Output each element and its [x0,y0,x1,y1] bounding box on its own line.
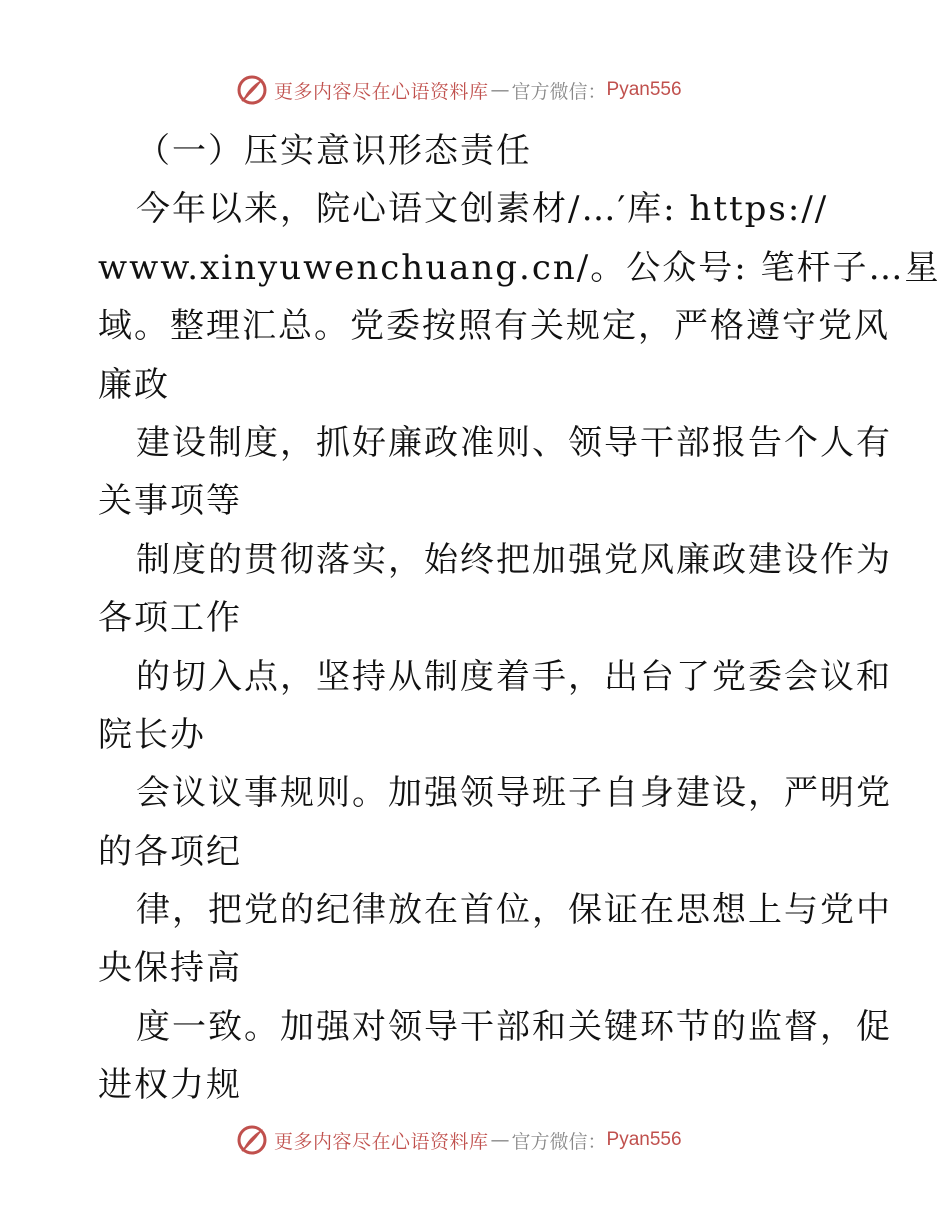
paragraph-line: 建设制度，抓好廉政准则、领导干部报告个人有 [136,422,892,463]
paragraph-line: 关事项等 [98,481,242,522]
watermark-separator: — [490,79,510,101]
header-watermark [236,72,756,108]
paragraph-line: 制度的贯彻落实，始终把加强党风廉政建设作为 [136,539,892,580]
watermark-text: 更多内容尽在心语资料库 [274,1130,489,1153]
paragraph-line: 律，把党的纪律放在首位，保证在思想上与党中 [136,890,892,931]
paragraph-line: 的切入点，坚持从制度着手，出台了党委会议和 [136,656,892,697]
paragraph-line: 进权力规 [98,1065,242,1106]
paragraph-line: 的各项纪 [98,831,242,872]
section-heading: （一）压实意识形态责任 [136,131,532,171]
paragraph-line: 会议议事规则。加强领导班子自身建设，严明党 [136,773,892,814]
paragraph-line: www.xinyuwenchuang.cn/。公众号: 笔杆子…星 [98,247,941,288]
document-body [98,122,941,1115]
paragraph-line: 域。整理汇总。党委按照有关规定，严格遵守党风 [98,306,890,347]
watermark-wechat-id: Pyan556 [606,79,682,100]
watermark-text: 更多内容尽在心语资料库 [274,80,489,103]
feather-circle-logo-icon [236,74,268,106]
paragraph-line: 度一致。加强对领导干部和关键环节的监督，促 [136,1006,892,1047]
watermark-wechat-label: 官方微信： [511,1130,607,1153]
watermark-separator: — [490,1129,510,1151]
watermark-wechat-label: 官方微信： [511,80,607,103]
paragraph-line: 央保持高 [98,948,242,989]
paragraph-line: 廉政 [98,364,170,405]
footer-watermark [236,1122,756,1158]
paragraph-line: 各项工作 [98,598,242,639]
paragraph-line: 今年以来，院心语文创素材/…′库: https:// [136,189,829,230]
feather-circle-logo-icon [236,1124,268,1156]
watermark-wechat-id: Pyan556 [606,1129,682,1150]
paragraph-line: 院长办 [98,714,206,755]
